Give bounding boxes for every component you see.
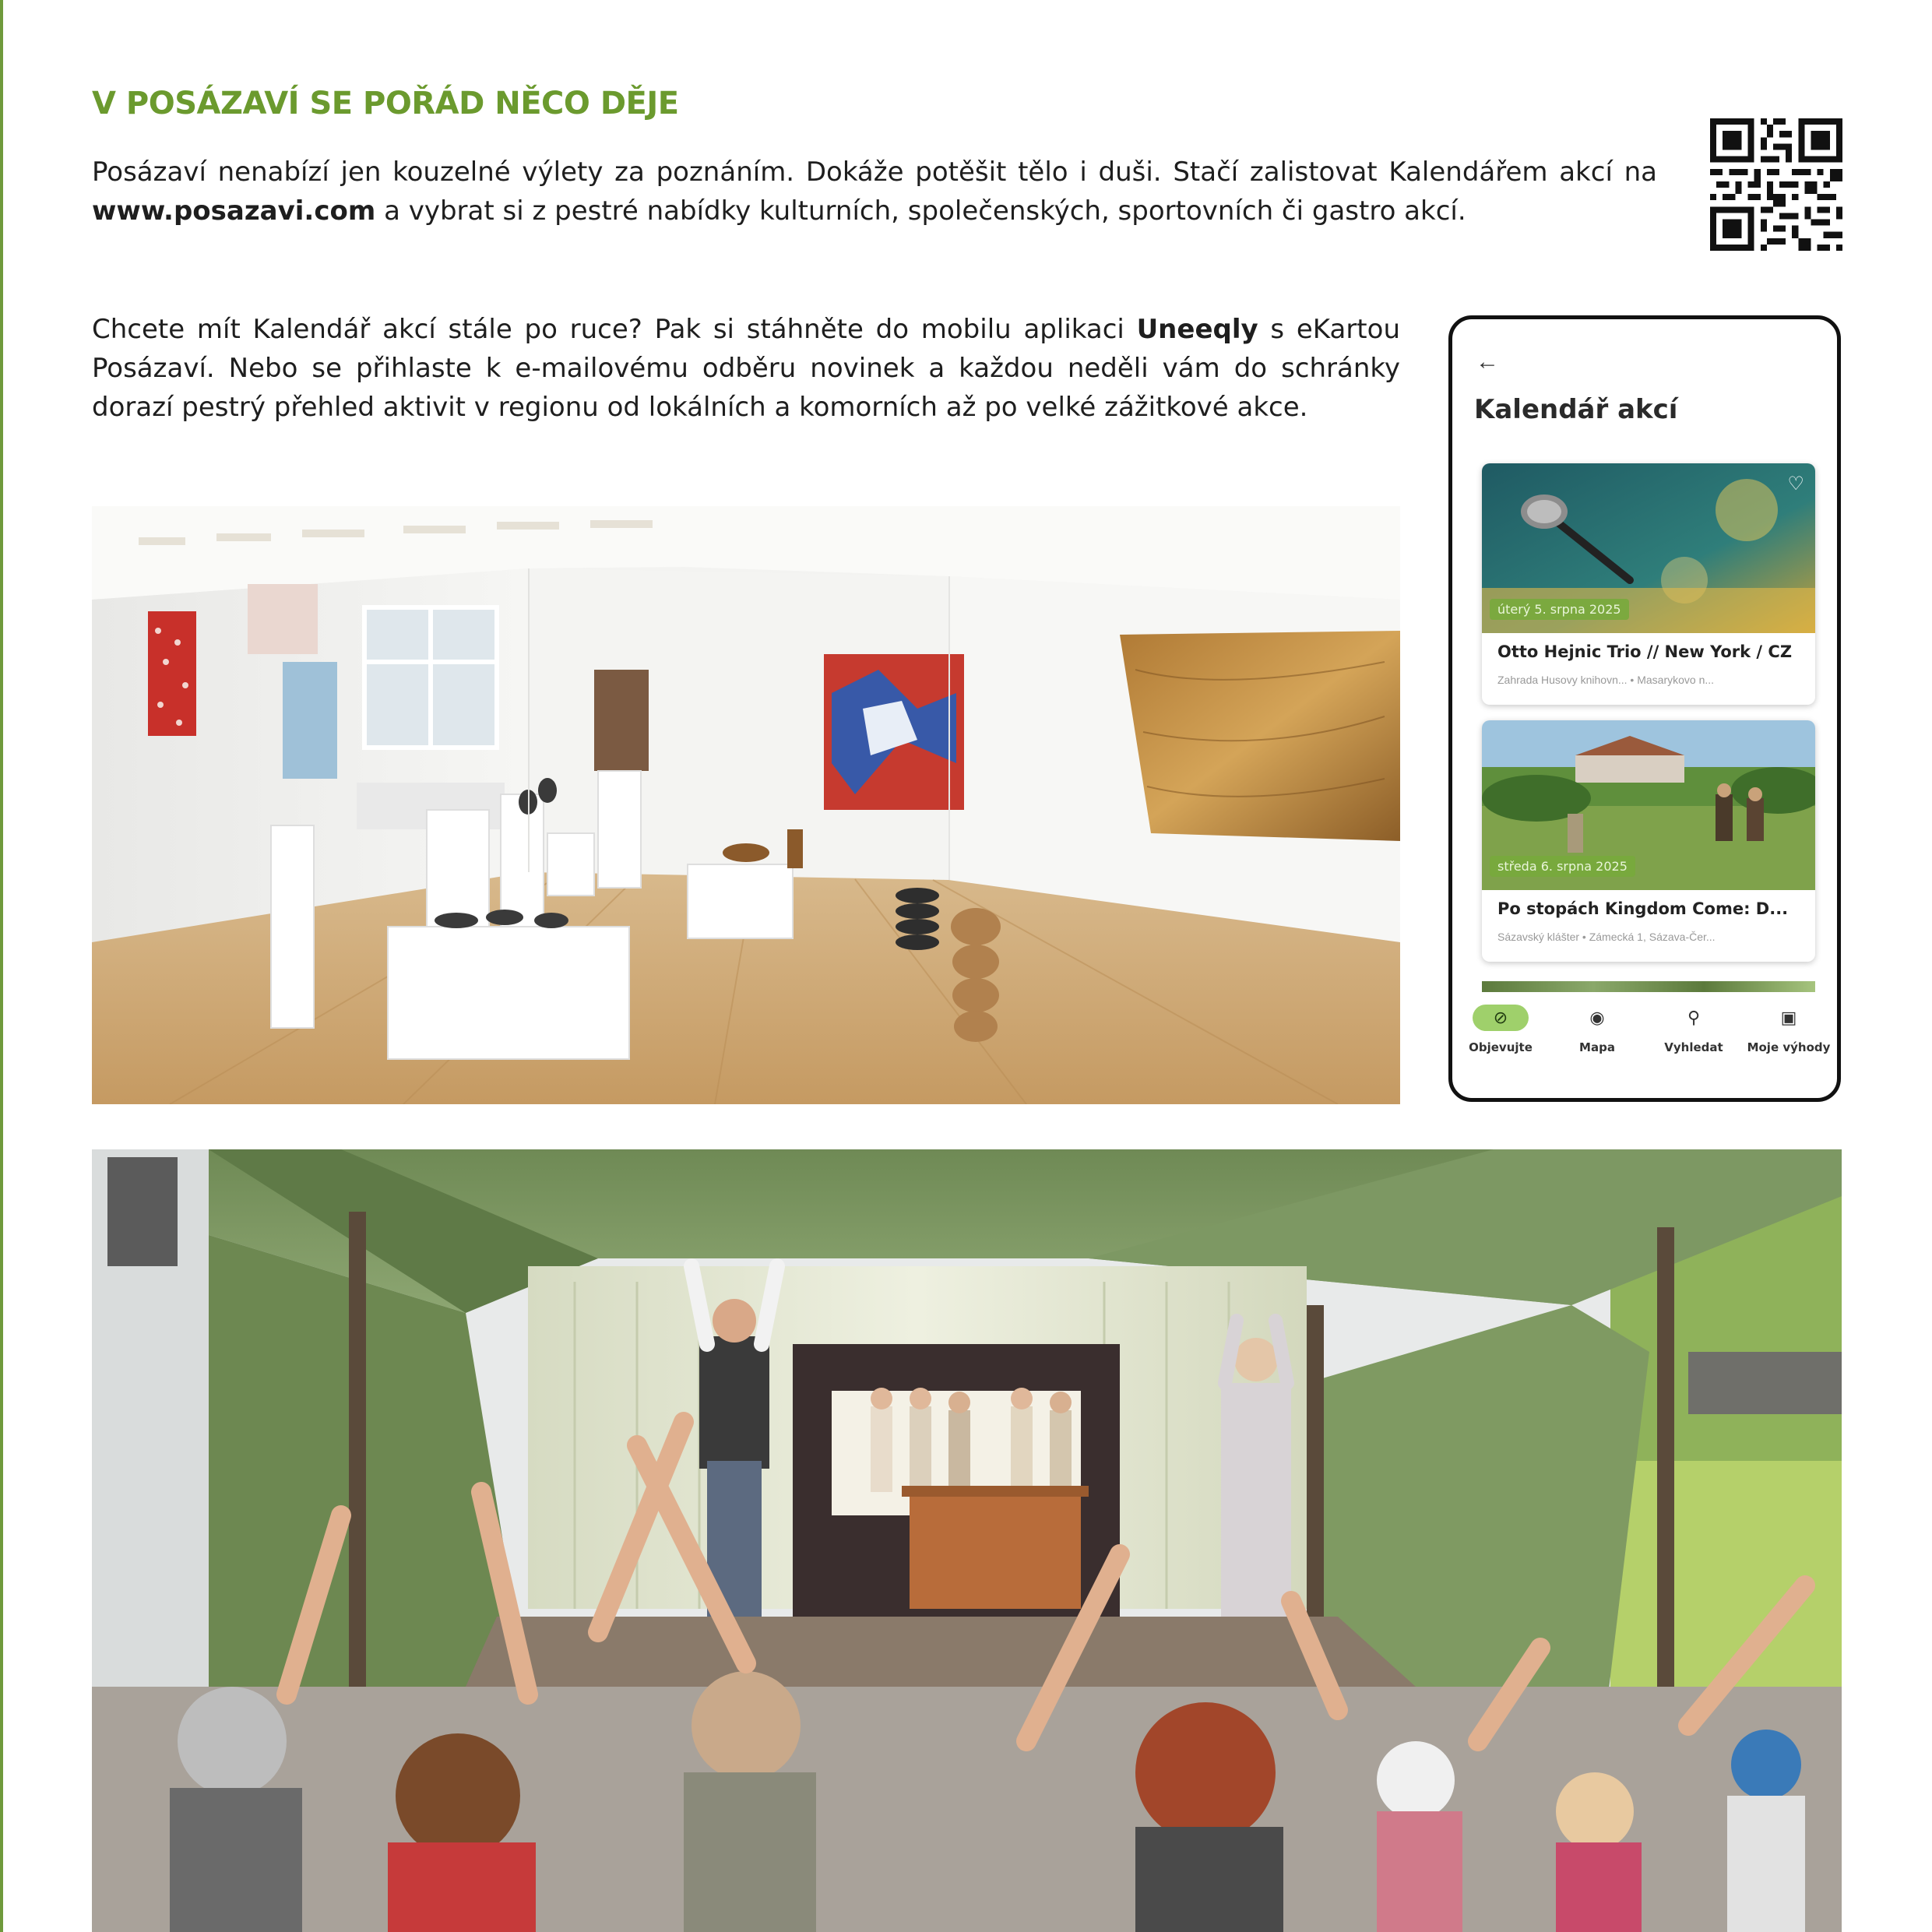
- event-card[interactable]: [1482, 720, 1815, 962]
- arrow-left-icon[interactable]: ←: [1476, 349, 1499, 375]
- nav-item-moje-vyhody[interactable]: [1742, 1005, 1835, 1054]
- event-card[interactable]: [1482, 463, 1815, 705]
- nav-item-mapa[interactable]: [1550, 1005, 1644, 1054]
- nav-label: Mapa: [1579, 1040, 1615, 1054]
- event-title: Otto Hejnic Trio // New York / CZ: [1497, 642, 1793, 661]
- app-screen-title: Kalendář akcí: [1474, 394, 1678, 425]
- intro-paragraph: [92, 153, 1657, 231]
- nav-label: Moje výhody: [1747, 1040, 1831, 1054]
- app-text-end: s eKartou Posázaví. Nebo se přihlaste k e-mailovému odběru novinek a každou neděli vám do schránky dorazí pestrý přehled aktivit v regionu od lokálních a komorních až po velké zážitkové akce.: [92, 314, 1400, 423]
- gallery-photo: [92, 506, 1400, 1104]
- app-paragraph: [92, 310, 1400, 427]
- event-location: Sázavský klášter • Zámecká 1, Sázava-Čer...: [1497, 931, 1716, 943]
- nav-label: Vyhledat: [1664, 1040, 1723, 1054]
- heart-icon[interactable]: ♡: [1787, 473, 1804, 494]
- event-location: Zahrada Husovy knihovn... • Masarykovo n...: [1497, 674, 1715, 686]
- event-title: Po stopách Kingdom Come: D...: [1497, 899, 1789, 918]
- phone-mockup: [1448, 315, 1841, 1102]
- intro-text-start: Posázaví nenabízí jen kouzelné výlety za poznáním. Dokáže potěšit tělo i duši. Stačí zalistovat Kalendářem akcí na: [92, 157, 1657, 188]
- event-date: středa 6. srpna 2025: [1490, 856, 1635, 877]
- map-pin-icon: ◉: [1589, 1008, 1605, 1027]
- compass-icon: ⊘: [1473, 1005, 1529, 1031]
- nav-label: Objevujte: [1469, 1040, 1533, 1054]
- nav-item-vyhledat[interactable]: [1647, 1005, 1740, 1054]
- app-text-start: Chcete mít Kalendář akcí stále po ruce? Pak si stáhněte do mobilu aplikaci: [92, 314, 1137, 345]
- gift-icon: ▣: [1780, 1008, 1797, 1027]
- app-name: Uneeqly: [1136, 314, 1258, 345]
- next-event-card-peek: [1482, 981, 1815, 992]
- intro-text-end: a vybrat si z pestré nabídky kulturních, společenských, sportovních či gastro akcí.: [375, 195, 1466, 227]
- bottom-navigation: [1452, 997, 1837, 1090]
- search-icon: ⚲: [1687, 1008, 1701, 1027]
- qr-code: [1710, 118, 1842, 251]
- nav-item-objevujte[interactable]: [1454, 1005, 1547, 1054]
- website-link[interactable]: www.posazavi.com: [92, 195, 376, 227]
- event-date: úterý 5. srpna 2025: [1490, 599, 1629, 620]
- page-edge-stripe: [0, 0, 3, 1932]
- page-title: V POSÁZAVÍ SE POŘÁD NĚCO DĚJE: [92, 86, 679, 121]
- puppet-theatre-photo: [92, 1149, 1842, 1932]
